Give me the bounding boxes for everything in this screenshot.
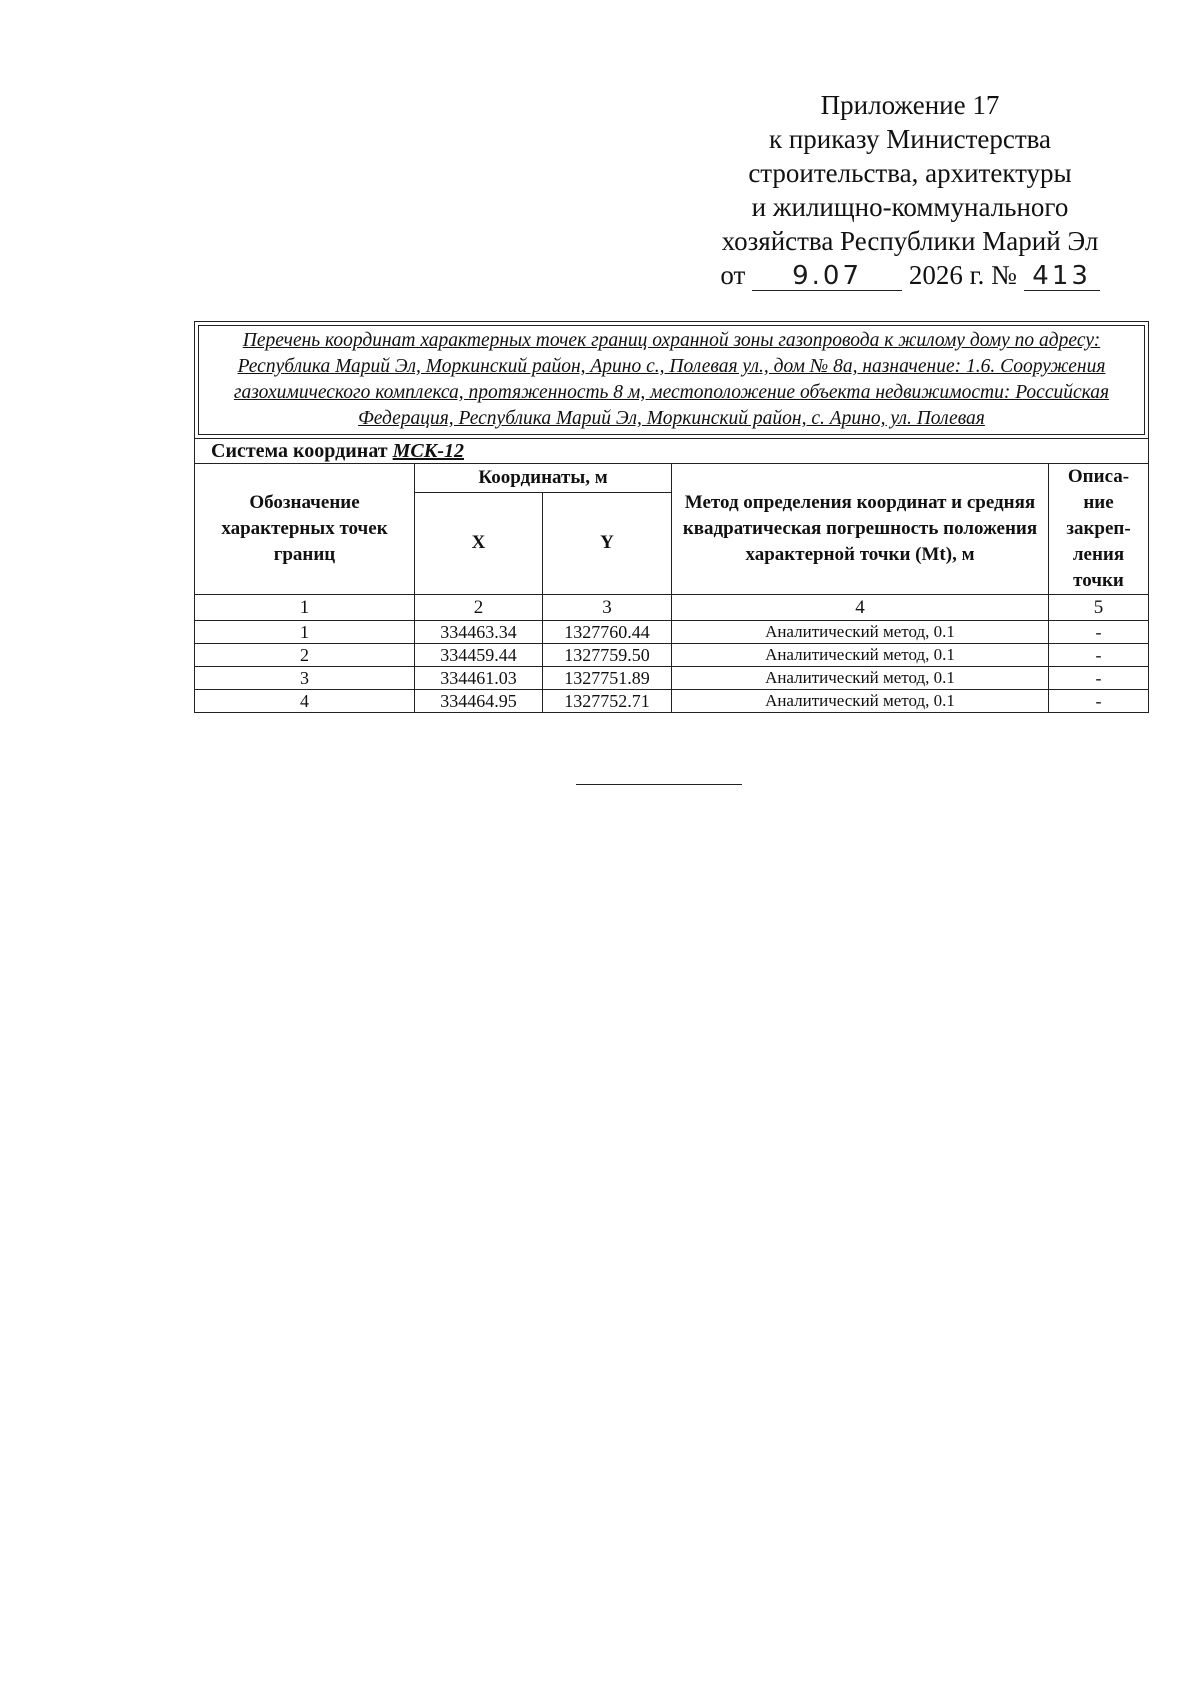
appendix-ministry-line-2: и жилищно-коммунального xyxy=(751,192,1069,222)
coord-x: 334464.95 xyxy=(415,690,543,713)
header-row-1 xyxy=(195,464,1149,493)
date-prefix: от xyxy=(720,260,746,290)
handwritten-order-number: 413 xyxy=(1024,262,1100,291)
coord-y: 1327752.71 xyxy=(543,690,672,713)
method: Аналитический метод, 0.1 xyxy=(672,690,1049,713)
coord-x: 334463.34 xyxy=(415,621,543,644)
column-number: 5 xyxy=(1049,595,1149,621)
point-number: 1 xyxy=(195,621,415,644)
header-designation: Обозначение характерных точек границ xyxy=(195,464,415,595)
coord-x: 334461.03 xyxy=(415,667,543,690)
header-y: Y xyxy=(543,492,672,594)
method: Аналитический метод, 0.1 xyxy=(672,644,1049,667)
fixation-description: - xyxy=(1049,621,1149,644)
column-number: 3 xyxy=(543,595,672,621)
header-x: X xyxy=(415,492,543,594)
coordinate-system-label: Система координат xyxy=(211,440,388,462)
column-number: 2 xyxy=(415,595,543,621)
coord-y: 1327760.44 xyxy=(543,621,672,644)
coord-y: 1327759.50 xyxy=(543,644,672,667)
column-number: 1 xyxy=(195,595,415,621)
coordinates-table xyxy=(194,321,1149,713)
fixation-description: - xyxy=(1049,667,1149,690)
coordinate-system-cell xyxy=(195,439,1149,464)
table-title-cell xyxy=(195,322,1149,439)
coord-x: 334459.44 xyxy=(415,644,543,667)
table-row xyxy=(195,690,1149,713)
method: Аналитический метод, 0.1 xyxy=(672,667,1049,690)
method: Аналитический метод, 0.1 xyxy=(672,621,1049,644)
appendix-ministry-line-3: хозяйства Республики Марий Эл xyxy=(721,226,1099,256)
column-number-row xyxy=(195,595,1149,621)
coordinate-system-value: МСК-12 xyxy=(392,440,464,462)
end-divider xyxy=(576,784,742,785)
appendix-ministry-line-1: строительства, архитектуры xyxy=(748,158,1072,188)
appendix-date-line xyxy=(690,258,1130,292)
handwritten-date: 9.07 xyxy=(752,262,902,291)
fixation-description: - xyxy=(1049,644,1149,667)
point-number: 3 xyxy=(195,667,415,690)
point-number: 2 xyxy=(195,644,415,667)
table-title: Перечень координат характерных точек границ охранной зоны газопровода к жилому дому по адресу: Республика Марий Эл, Моркинский район, Арино с., Полевая ул., дом № 8а, назначение: 1.6. Сооружения газохимического комплекса, протяженность 8 м, местоположение объекта недвижимости: Российская Федерация, Республика Марий Эл, Моркинский район, с. Арино, ул. Полевая xyxy=(198,325,1145,435)
header-coordinates: Координаты, м xyxy=(415,464,672,493)
appendix-order-line: к приказу Министерства xyxy=(768,124,1052,154)
table-row xyxy=(195,644,1149,667)
year-text: 2026 г. № xyxy=(908,260,1017,290)
appendix-title: Приложение 17 xyxy=(820,90,1000,120)
coord-y: 1327751.89 xyxy=(543,667,672,690)
table-row xyxy=(195,667,1149,690)
column-number: 4 xyxy=(672,595,1049,621)
fixation-description: - xyxy=(1049,690,1149,713)
coordinate-system-row xyxy=(195,439,1149,464)
header-method: Метод определения координат и средняя квадратическая погрешность положения характерной точки (Mt), м xyxy=(672,464,1049,595)
header-description: Описа-ние закреп-ления точки xyxy=(1049,464,1149,595)
appendix-header xyxy=(690,88,1130,292)
table-row xyxy=(195,621,1149,644)
point-number: 4 xyxy=(195,690,415,713)
table-title-row xyxy=(195,322,1149,439)
